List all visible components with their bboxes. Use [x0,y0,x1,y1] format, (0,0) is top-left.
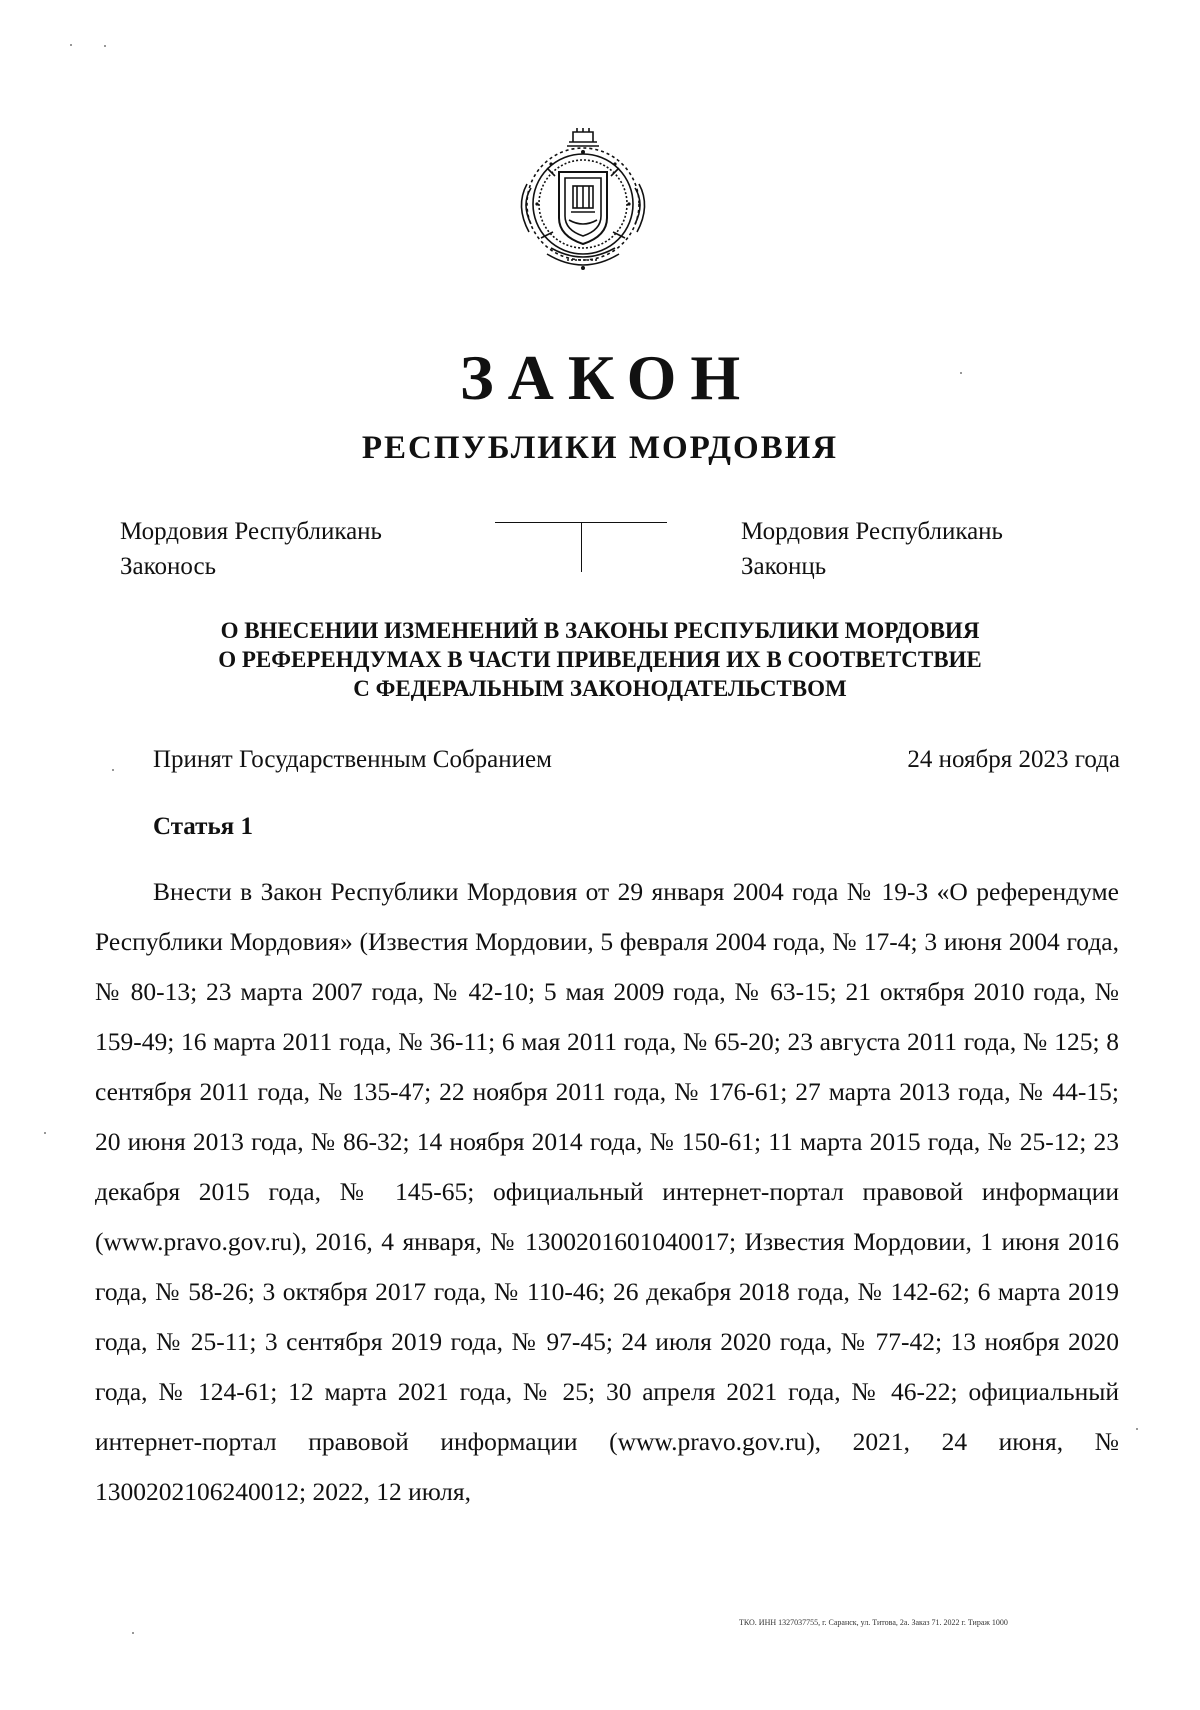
adopted-date: 24 ноября 2023 года [907,746,1120,773]
document-title: ЗАКОН [459,342,755,413]
scan-speck [112,769,114,771]
divider-vertical [581,522,582,572]
law-heading [0,616,1200,703]
scan-speck [132,1632,134,1634]
right-caption-line1: Мордовия Республикань [741,518,1003,545]
scan-speck [1136,1428,1138,1430]
article-title: Статья 1 [153,813,253,840]
print-imprint: ТКО. ИНН 1327037755, г. Саранск, ул. Титова, 2а. Заказ 71. 2022 г. Тираж 1000 [739,1618,1008,1627]
heading-line-3: С ФЕДЕРАЛЬНЫМ ЗАКОНОДАТЕЛЬСТВОМ [353,676,847,701]
adoption-line [153,746,1120,774]
article-text: Внести в Закон Республики Мордовия от 29 января 2004 года № 19-З «О референдуме Республики Мордовия» (Известия Мордовии, 5 февраля 2004 года, № 17-4; 3 июня 2004 года, № 80-13; 23 марта 2007 года, № 42-10; 5 мая 2009 года, № 63-15; 21 октября 2010 года, № 159-49; 16 марта 2011 года, № 36-11; 6 мая 2011 года, № 65-20; 23 августа 2011 года, № 125; 8 сентября 2011 года, № 135-47; 22 ноября 2011 года, № 176-61; 27 марта 2013 года, № 44-15; 20 июня 2013 года, № 86-32; 14 ноября 2014 года, № 150-61; 11 марта 2015 года, № 25-12; 23 декабря 2015 года, № 145-65; официальный интернет-портал правовой информации (www.pravo.gov.ru), 2016, 4 января, № 1300201601040017; Известия Мордовии, 1 июня 2016 года, № 58-26; 3 октября 2017 года, № 110-46; 26 декабря 2018 года, № 142-62; 6 марта 2019 года, № 25-11; 3 сентября 2019 года, № 97-45; 24 июля 2020 года, № 77-42; 13 ноября 2020 года, № 124-61; 12 марта 2021 года, № 25; 30 апреля 2021 года, № 46-22; официальный интернет-портал правовой информации (www.pravo.gov.ru), 2021, 24 июня, № 1300202106240012; 2022, 12 июля, [95,877,1119,1506]
left-caption-line2: Законось [120,553,216,580]
coat-of-arms-icon [511,128,655,280]
right-caption-line2: Законць [741,553,827,580]
scan-speck [44,1132,46,1134]
heading-line-1: О ВНЕСЕНИИ ИЗМЕНЕНИЙ В ЗАКОНЫ РЕСПУБЛИКИ МОРДОВИЯ [220,618,980,643]
adopted-by: Принят Государственным Собранием [153,746,552,773]
scan-speck [70,44,72,46]
left-caption-line1: Мордовия Республикань [120,518,382,545]
document-subtitle: РЕСПУБЛИКИ МОРДОВИЯ [361,430,839,466]
left-caption [120,514,382,584]
right-caption [741,514,1003,584]
scan-speck [960,372,962,374]
scan-speck [104,45,106,47]
heading-line-2: О РЕФЕРЕНДУМАХ В ЧАСТИ ПРИВЕДЕНИЯ ИХ В СООТВЕТСТВИЕ [218,647,982,672]
